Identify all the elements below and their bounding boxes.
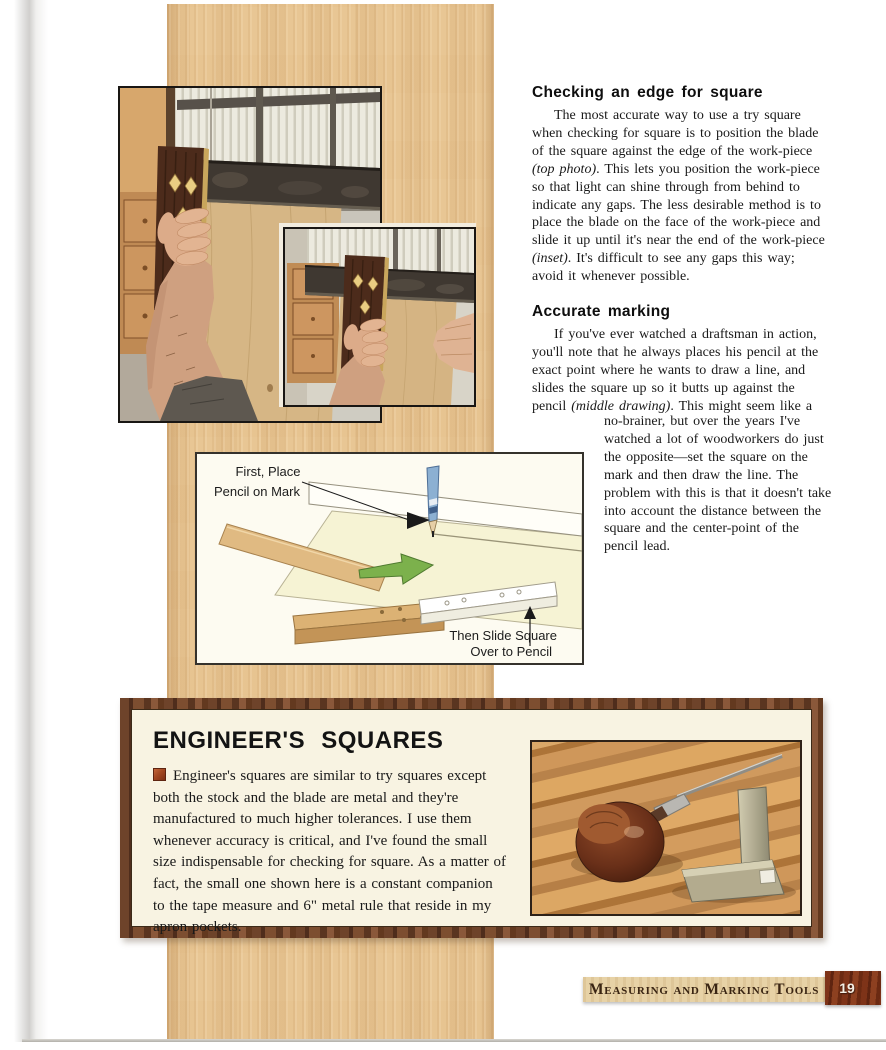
marking-diagram-illustration [197,454,582,663]
engineers-squares-sidebar [120,698,823,938]
diagram-label-then-line1: Then Slide Square [449,628,557,643]
footer-section-title: Measuring and Marking Tools [588,981,820,998]
footer-section-bar [583,977,825,1002]
sidebar-body-text: Engineer's squares are similar to try squares except both the stock and the blade are metal and they're manufactured to much higher tolerances. I use them whenever accuracy is critical, and I've found the small size indispensable for checking for square. As a matter of fact, the small one shown here is a constant companion to the tape measure and 6" metal rule that reside in my apron pockets. [153,768,507,936]
section-heading-marking: Accurate marking [532,303,671,320]
diagram-label-then-line2: Over to Pencil [470,644,552,659]
inset-photo-image [285,229,474,405]
page-bottom-edge [22,1039,886,1042]
sidebar-body [153,766,509,939]
paragraph-marker-icon [153,768,166,781]
paragraph-marking-part1: If you've ever watched a draftsman in action, you'll note that he always places his pencil at the exact point where he wants to draw a line, and slides the square up so it butts up against the pencil (middle drawing). This might seem like a [532,327,819,414]
paragraph-checking: The most accurate way to use a try square when checking for square is to position the blade of the square against the edge of the work-piece (top photo). This lets you position the work-piece so that light can shine through from behind to indicate any gaps. The less desirable method is to place the blade on the face of the work-piece and slide it up until it's near the end of the work-piece (inset). It's difficult to see any gaps this way; avoid it whenever possible. [532,108,825,285]
sidebar-inner-panel [131,709,812,936]
sidebar-title: ENGINEER'S SQUARES [153,727,444,754]
diagram-label-first-line1: First, Place [235,464,301,479]
diagram-label-first-line2: Pencil on Mark [214,484,300,499]
paragraph-marking-part2: no-brainer, but over the years I've watched a lot of woodworkers do just the opposite—set the square on the mark and then draw the line. The problem with this is that it doesn't take into account the distance between the square and the center-point of the pencil lead. [604,414,832,555]
engineers-square-photo-image [532,742,800,914]
section-heading-checking: Checking an edge for square [532,84,763,101]
try-square-face-inset-photo [283,227,476,407]
page-spine-shadow [14,0,48,1042]
marking-diagram [195,452,584,665]
engineers-square-photo [530,740,802,916]
footer-page-number: 19 [825,971,881,1005]
